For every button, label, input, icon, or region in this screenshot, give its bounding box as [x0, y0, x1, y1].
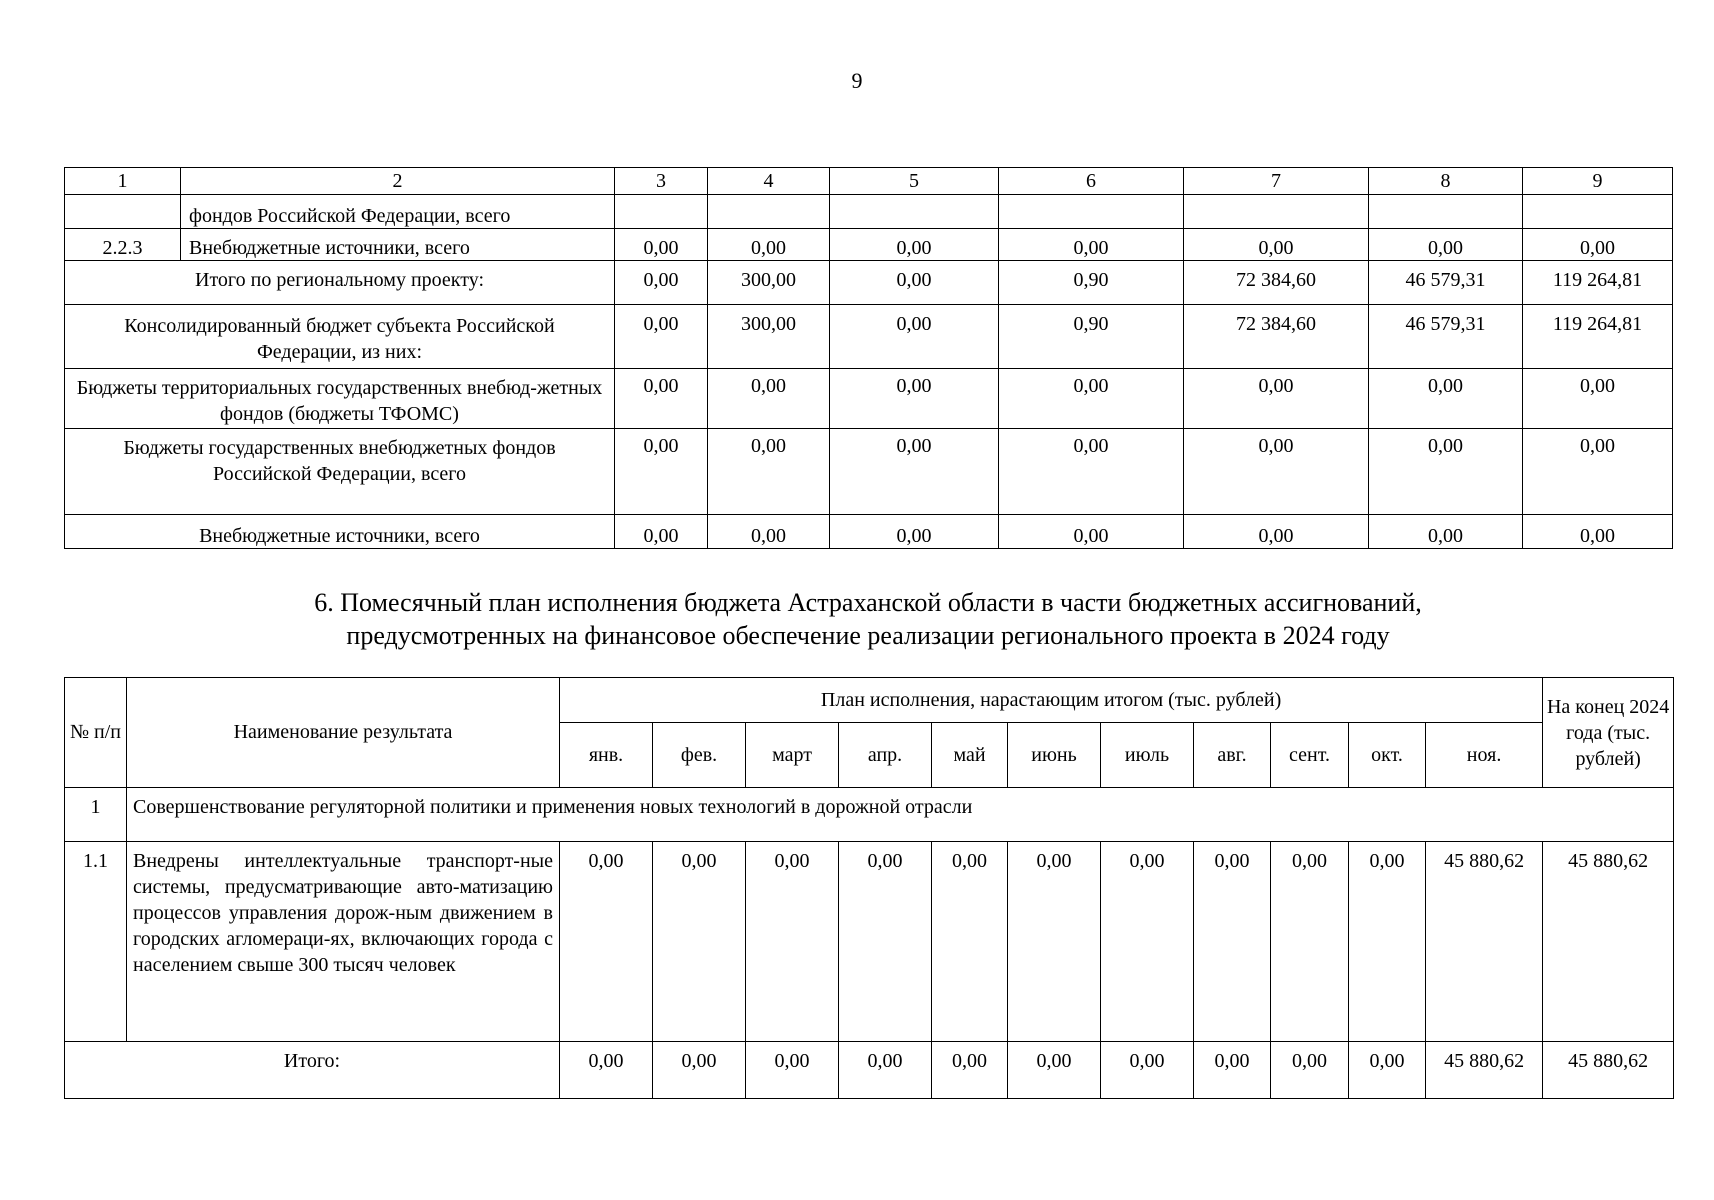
- column-number: 6: [999, 168, 1184, 195]
- year-end-value: 45 880,62: [1543, 1042, 1674, 1099]
- header-result-name: Наименование результата: [127, 678, 560, 788]
- column-number: 7: [1184, 168, 1369, 195]
- value-cell: 0,00: [1184, 429, 1369, 515]
- value-cell: 0,90: [999, 305, 1184, 369]
- value-cell: 0,00: [615, 429, 708, 515]
- value-cell: 0,00: [615, 369, 708, 429]
- value-cell: 0,00: [708, 229, 830, 261]
- table-row: [65, 229, 1673, 261]
- value-cell: 0,90: [999, 261, 1184, 305]
- total-label: Итого:: [65, 1042, 560, 1099]
- row-number: 1.1: [65, 842, 127, 1042]
- value-cell: 46 579,31: [1369, 305, 1523, 369]
- result-row: [65, 842, 1674, 1042]
- month-header: июль: [1101, 723, 1194, 788]
- column-number: 9: [1523, 168, 1673, 195]
- value-cell: 0,00: [1271, 842, 1349, 1042]
- value-cell: 0,00: [1184, 229, 1369, 261]
- value-cell: 0,00: [1349, 842, 1426, 1042]
- column-number-header-row: [65, 168, 1673, 195]
- value-cell: 0,00: [1194, 1042, 1271, 1099]
- month-header: авг.: [1194, 723, 1271, 788]
- value-cell: 0,00: [1523, 369, 1673, 429]
- value-cell: 0,00: [830, 305, 999, 369]
- value-cell: 300,00: [708, 305, 830, 369]
- value-cell: 0,00: [615, 261, 708, 305]
- value-cell: 0,00: [560, 1042, 653, 1099]
- header-num: № п/п: [65, 678, 127, 788]
- value-cell: 0,00: [1523, 515, 1673, 549]
- value-cell: 0,00: [615, 229, 708, 261]
- monthly-plan-table: [64, 677, 1674, 1099]
- row-label: Внебюджетные источники, всего: [181, 229, 615, 261]
- value-cell: 0,00: [1184, 515, 1369, 549]
- value-cell: 0,00: [708, 515, 830, 549]
- total-row: [65, 1042, 1674, 1099]
- section-title-line: 6. Помесячный план исполнения бюджета Астраханской области в части бюджетных ассигнований,: [314, 588, 1422, 617]
- value-cell: 0,00: [560, 842, 653, 1042]
- table-row: [65, 515, 1673, 549]
- value-cell: 119 264,81: [1523, 305, 1673, 369]
- value-cell: 0,00: [830, 229, 999, 261]
- value-cell: 0,00: [1349, 1042, 1426, 1099]
- row-label: фондов Российской Федерации, всего: [181, 195, 615, 229]
- value-cell: 0,00: [1369, 429, 1523, 515]
- value-cell: 0,00: [1008, 1042, 1101, 1099]
- value-cell: 0,00: [1194, 842, 1271, 1042]
- task-label: Совершенствование регуляторной политики и применения новых технологий в дорожной отрасли: [127, 788, 1674, 842]
- value-cell: 46 579,31: [1369, 261, 1523, 305]
- column-number: 2: [181, 168, 615, 195]
- section-title: [64, 586, 1672, 652]
- table-row: [65, 195, 1673, 229]
- value-cell: 0,00: [932, 1042, 1008, 1099]
- row-label: Итого по региональному проекту:: [65, 261, 615, 305]
- value-cell: 0,00: [746, 1042, 839, 1099]
- table-row: [65, 429, 1673, 515]
- value-cell: 0,00: [932, 842, 1008, 1042]
- task-row: [65, 788, 1674, 842]
- table-row: [65, 261, 1673, 305]
- year-end-value: 45 880,62: [1543, 842, 1674, 1042]
- value-cell: 0,00: [830, 369, 999, 429]
- value-cell: 72 384,60: [1184, 305, 1369, 369]
- month-header: окт.: [1349, 723, 1426, 788]
- value-cell: 0,00: [1523, 429, 1673, 515]
- column-number: 3: [615, 168, 708, 195]
- column-number: 4: [708, 168, 830, 195]
- month-header: май: [932, 723, 1008, 788]
- value-cell: 0,00: [1271, 1042, 1349, 1099]
- value-cell: 0,00: [1369, 369, 1523, 429]
- value-cell: 0,00: [746, 842, 839, 1042]
- header-plan: План исполнения, нарастающим итогом (тыс. рублей): [560, 678, 1543, 723]
- table-row: [65, 369, 1673, 429]
- month-header: март: [746, 723, 839, 788]
- row-label: Внебюджетные источники, всего: [65, 515, 615, 549]
- row-number: 2.2.3: [65, 229, 181, 261]
- header-year-end: На конец 2024 года (тыс. рублей): [1543, 678, 1674, 788]
- column-number: 5: [830, 168, 999, 195]
- value-cell: 0,00: [999, 369, 1184, 429]
- value-cell: 0,00: [999, 515, 1184, 549]
- value-cell: 0,00: [1008, 842, 1101, 1042]
- month-header: июнь: [1008, 723, 1101, 788]
- value-cell: 72 384,60: [1184, 261, 1369, 305]
- column-number: 8: [1369, 168, 1523, 195]
- value-cell: 0,00: [708, 429, 830, 515]
- page-number: 9: [851, 68, 863, 93]
- value-cell: 0,00: [615, 305, 708, 369]
- result-label: Внедрены интеллектуальные транспорт-ные системы, предусматривающие авто-матизацию процессов управления дорож-ным движением в городских агломераци-ях, включающих города с населением свыше 300 тысяч человек: [127, 842, 560, 1042]
- row-number: 1: [65, 788, 127, 842]
- value-cell: 0,00: [830, 261, 999, 305]
- value-cell: 0,00: [1523, 229, 1673, 261]
- month-header: ноя.: [1426, 723, 1543, 788]
- value-cell: 0,00: [653, 1042, 746, 1099]
- value-cell: 0,00: [653, 842, 746, 1042]
- value-cell: 0,00: [1184, 369, 1369, 429]
- value-cell: 119 264,81: [1523, 261, 1673, 305]
- value-cell: 0,00: [830, 429, 999, 515]
- value-cell: 300,00: [708, 261, 830, 305]
- column-number: 1: [65, 168, 181, 195]
- value-cell: 0,00: [830, 515, 999, 549]
- section-title-line: предусмотренных на финансовое обеспечение реализации регионального проекта в 2024 году: [346, 621, 1390, 650]
- value-cell: 0,00: [1369, 515, 1523, 549]
- value-cell: 0,00: [999, 229, 1184, 261]
- value-cell: 0,00: [1101, 842, 1194, 1042]
- value-cell: 0,00: [615, 515, 708, 549]
- value-cell: 0,00: [839, 1042, 932, 1099]
- value-cell: 0,00: [1101, 1042, 1194, 1099]
- financing-table: [64, 167, 1673, 549]
- row-label: Бюджеты государственных внебюджетных фондов Российской Федерации, всего: [65, 429, 615, 515]
- month-header: фев.: [653, 723, 746, 788]
- value-cell: 0,00: [1369, 229, 1523, 261]
- value-cell: 0,00: [708, 369, 830, 429]
- value-cell: 0,00: [839, 842, 932, 1042]
- value-cell: 45 880,62: [1426, 842, 1543, 1042]
- table-row: [65, 305, 1673, 369]
- month-header: апр.: [839, 723, 932, 788]
- value-cell: 45 880,62: [1426, 1042, 1543, 1099]
- row-label: Консолидированный бюджет субъекта Российской Федерации, из них:: [65, 305, 615, 369]
- row-label: Бюджеты территориальных государственных внебюд-жетных фондов (бюджеты ТФОМС): [65, 369, 615, 429]
- value-cell: 0,00: [999, 429, 1184, 515]
- month-header: сент.: [1271, 723, 1349, 788]
- month-header: янв.: [560, 723, 653, 788]
- header-row: [65, 678, 1674, 723]
